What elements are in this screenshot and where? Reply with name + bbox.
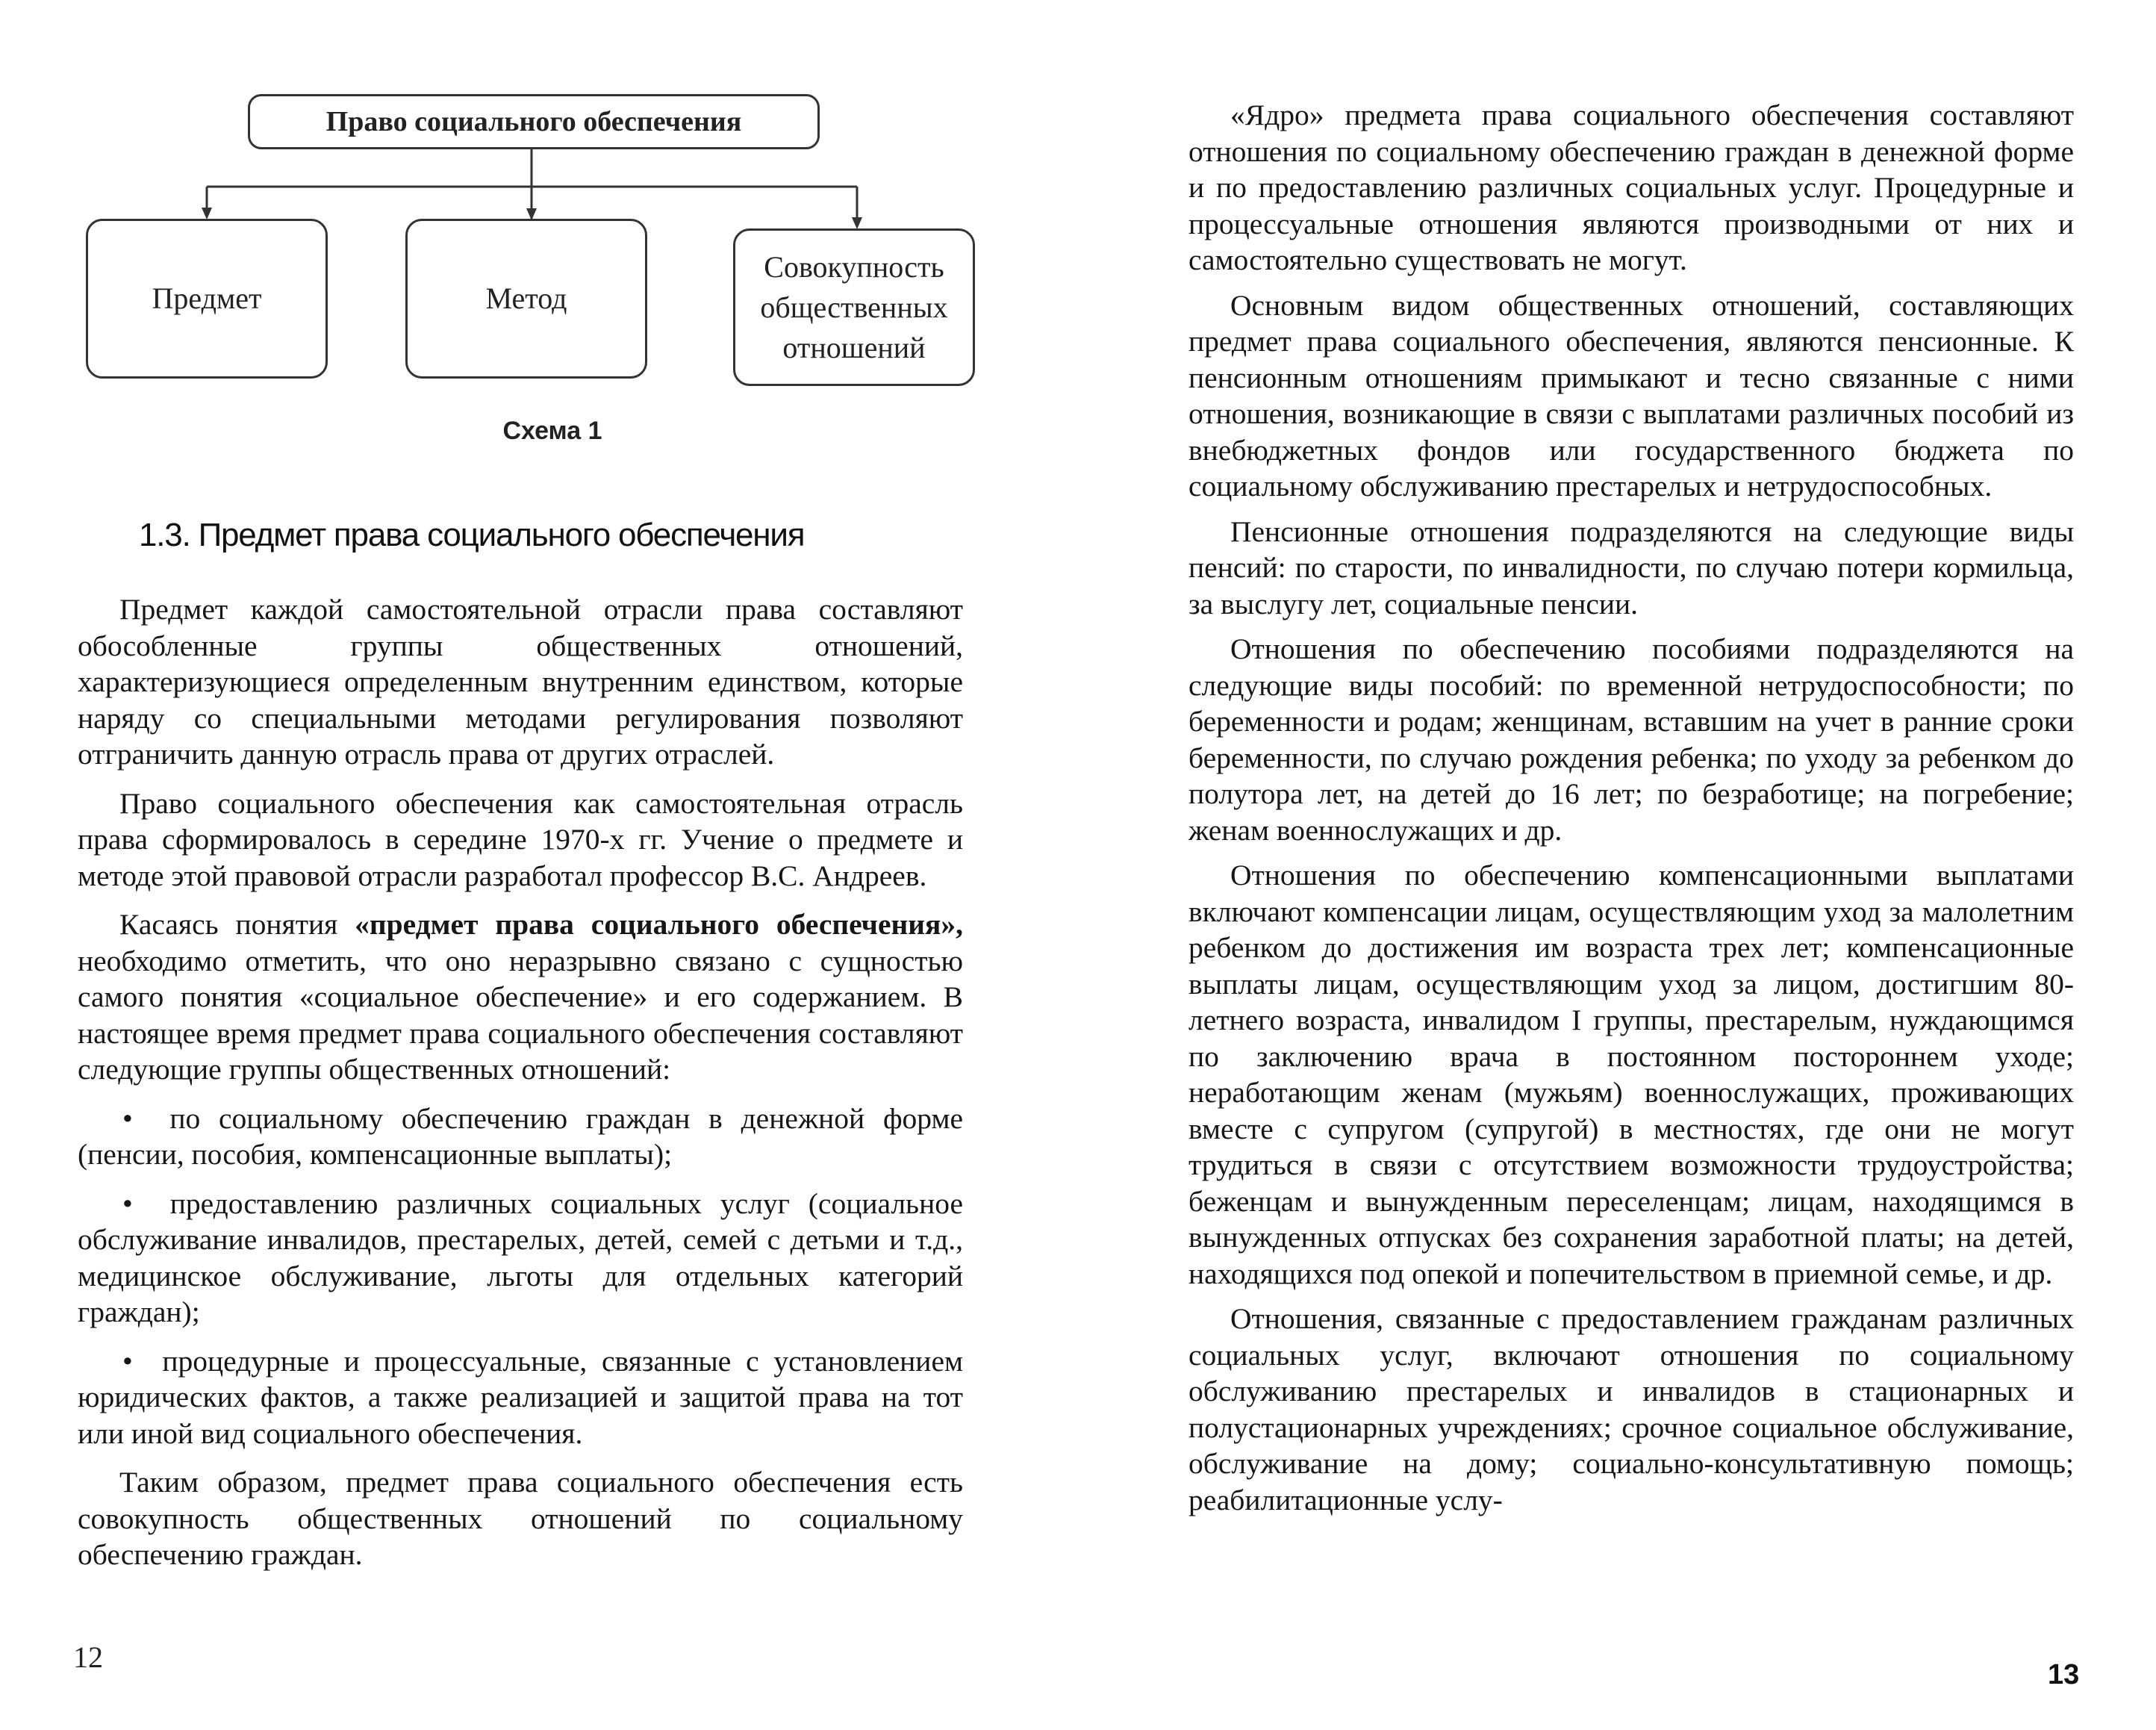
bullet-text: по социальному обеспечению граждан в денежной форме (пенсии, пособия, компенсационные выплаты);: [78, 1101, 963, 1171]
paragraph: Пенсионные отношения подразделяются на следующие виды пенсий: по старости, по инвалидности, по случаю потери кормильца, за выслугу лет, социальные пенсии.: [1188, 514, 2074, 620]
paragraph: Отношения по обеспечению компенсационными выплатами включают компенсации лицам, осуществляющим уход за малолетним ребенком до достижения им возраста трех лет; компенсационные выплаты лицам, осуществляющим уход за лицом, достигшим 80-летнего возраста, инвалидом I группы, престарелым, нуждающимся по заключению врача в постоянном постороннем уходе; неработающим женам (мужьям) военнослужащих, проживающих вместе с супругом (супругой) в местностях, где они не могут трудиться в связи с отсутствием возможности трудоустройства; беженцам и вынужденным переселенцам; лицам, находящимся в вынужденных отпусках без сохранения заработной платы; на детей, находящихся под опекой и попечительством в приемной семье, и др.: [1188, 859, 2074, 1290]
diagram-box-subject: [86, 219, 328, 379]
page-number-left: 12: [73, 1640, 103, 1674]
paragraph: [78, 906, 963, 1088]
bullet-text: предоставлению различных социальных услуг (социальное обслуживание инвалидов, престарелых, детей, семей с детьми и т.д., медицинское обслуживание, льготы для отдельных категорий граждан);: [78, 1186, 963, 1328]
paragraph: Право социального обеспечения как самостоятельная отрасль права сформировалось в середине 1970-х гг. Учение о предмете и методе этой правовой отрасли разработал профессор В.С. Андреев.: [78, 786, 963, 892]
diagram-caption: Схема 1: [502, 417, 602, 445]
diagram-root-label: Право социального обеспечения: [325, 106, 742, 137]
term-bold: «предмет права социального обеспечения»,: [355, 908, 963, 941]
paragraph: Отношения, связанные с предоставлением гражданам различных социальных услуг, включают отношения по социальному обслуживанию престарелых и инвалидов в стационарных и полустационарных учреждениях; срочное социальное обслуживание, обслуживание на дому; социально-консультативную помощь; реабилитационные услу-: [1188, 1302, 2074, 1516]
paragraph-rest: необходимо отметить, что оно неразрывно связано с сущностью самого понятия «социальное обеспечение» и его содержанием. В настоящее время предмет права социального обеспечения составляют следующие группы общественных отношений:: [78, 944, 963, 1086]
bullet-text: процедурные и процессуальные, связанные с установлением юридических фактов, а также реализацией и защитой права на тот или иной вид социального обеспечения.: [78, 1344, 963, 1450]
diagram-box-label: Предмет: [152, 281, 262, 315]
diagram-box-method: [405, 219, 647, 379]
paragraph: Отношения по обеспечению пособиями подразделяются на следующие виды пособий: по временной нетрудоспособности; по беременности и родам; женщинам, вставшим на учет в ранние сроки беременности, по случаю рождения ребенка; по уходу за ребенком до полутора лет, на детей до 16 лет; по безработице; на погребение; женам военнослужащих и др.: [1188, 632, 2074, 847]
page-number-right: 13: [2048, 1659, 2080, 1690]
diagram-root-box: [248, 94, 820, 149]
diagram-box-label: Метод: [485, 281, 567, 315]
section-title: 1.3. Предмет права социального обеспечения: [139, 517, 805, 553]
bullet-item: • по социальному обеспечению граждан в денежной форме (пенсии, пособия, компенсационные выплаты);: [78, 1101, 963, 1171]
paragraph-start: Касаясь понятия: [119, 908, 355, 941]
paragraph-conclusion: Таким образом, предмет права социального обеспечения есть совокупность общественных отношений по социальному обеспечению граждан.: [78, 1466, 963, 1571]
diagram-box-relations: [733, 228, 975, 386]
bullet-item: • предоставлению различных социальных услуг (социальное обслуживание инвалидов, престарелых, детей, семей с детьми и т.д., медицинское обслуживание, льготы для отдельных категорий граждан);: [78, 1186, 963, 1328]
paragraph: «Ядро» предмета права социального обеспечения составляют отношения по социальному обеспечению граждан в денежной форме и по предоставлению различных социальных услуг. Процедурные и процессуальные отношения являются производными от них и самостоятельно существовать не могут.: [1188, 99, 2074, 276]
right-page-text: [1188, 97, 2074, 1518]
bullet-item: • процедурные и процессуальные, связанные с установлением юридических фактов, а также реализацией и защитой права на тот или иной вид социального обеспечения.: [78, 1344, 963, 1450]
paragraph: Предмет каждой самостоятельной отрасли права составляют обособленные группы общественных отношений, характеризующиеся определенным внутренним единством, которые наряду со специальными методами регулирования позволяют отграничить данную отрасль права от других отраслей.: [78, 593, 963, 771]
paragraph: Основным видом общественных отношений, составляющих предмет права социального обеспечения, являются пенсионные. К пенсионным отношениям примыкают и тесно связанные с ними отношения, возникающие в связи с выплатами различных пособий из внебюджетных фондов или государственного бюджета по социальному обслуживанию престарелых и нетрудоспособных.: [1188, 288, 2074, 502]
left-page-text: [78, 591, 963, 1573]
diagram-box-label: Совокупность общественных отношений: [760, 249, 948, 364]
